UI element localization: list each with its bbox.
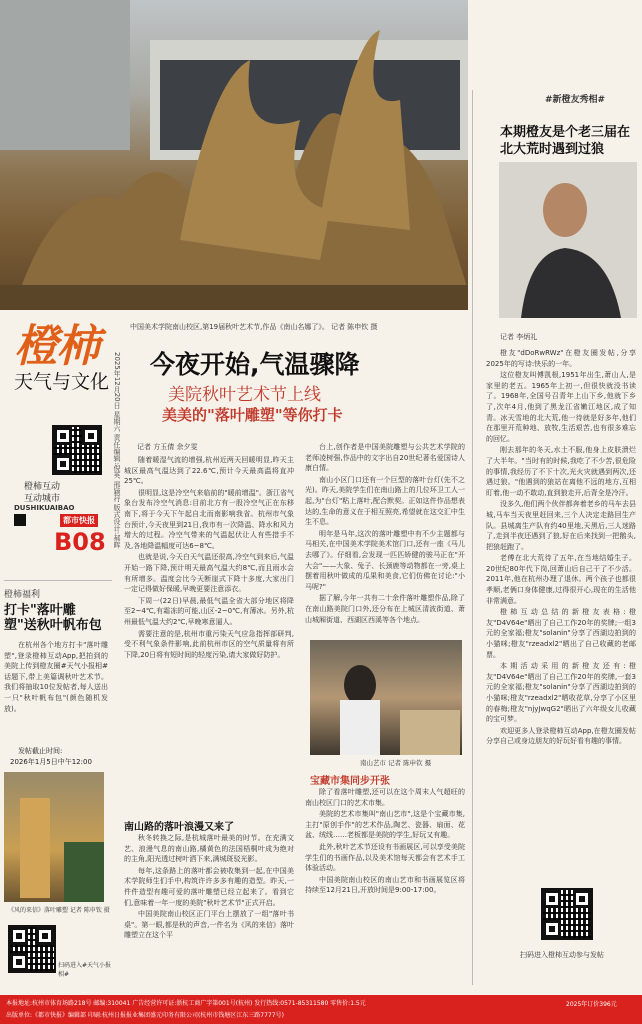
date-line: 2025年12月20日 星期六 责任编辑:倪英 邢颖荇 版式设计:郝晖 (113, 352, 121, 549)
main-photo (0, 0, 468, 310)
hashtag-tag: #新橙友秀相# (545, 95, 606, 105)
article-col1: 随着暖湿气流的增强,杭州近两天回暖明显,昨天主城区最高气温达到了22.6℃,预计今天最高温将直冲25℃。 很明显,这是冷空气来临前的"暖前增温"。浙江省气象台发布冷空气消息:目前北方有一股冷空气正在东移南下,将于今天下午起自北而南影响我省。杭州市气象台预计,今天夜里到21日,我市有一次降温、降水和风力增大的过程。冷空气带来的气温起伏让人有些措手不及,各地降温幅度可达6~8℃。 也就是说,今天白天气温还很高,冷空气到来后,气温开始一路下降,预计明天最高气温大约8℃,而且雨水会有所增多。温度会比今天断崖式下降十多度,大家出门一定记得做好保暖,早晚更要注意添衣。 下周一(22日)早晨,最低气温全省大部分地区将降至2~4℃,有霜冻的可能,山区-2~0℃,有薄冰。另外,杭州最低气温大约2℃,早晚寒意逼人。 需要注意的是,杭州市重污染天气应急指挥部研判,受不利气象条件影响,此前杭州市区的空气质量将有所下降,20日将有短时间的轻度污染,请大家做好防护。 (124, 456, 294, 659)
sidebar-deadline: 2026年1月5日中午12:00 (10, 758, 92, 766)
portrait-caption: 记者 李炳礼 (500, 333, 538, 341)
footer-price: 2025年订价396元 (566, 1001, 617, 1008)
sidebar-photo-caption: 《风的来信》落叶雕塑 记者 陈申钦 摄 (8, 907, 110, 914)
headline-title: 今夜开始,气温骤降 (150, 350, 360, 379)
sidebar-photo (4, 772, 104, 902)
right-qr-caption: 扫码进入橙柿互动参与发帖 (520, 951, 604, 959)
masthead-logo: 橙柿 (14, 321, 98, 372)
byline: 记者 方玉倩 余夕雯 (137, 443, 198, 451)
page-number: B08 (54, 528, 106, 556)
section2-body: 除了看落叶雕塑,还可以在这个周末人气超旺的南山校区门口的艺术市集。 美院的艺术市集叫"南山艺市",这是个宝藏市集,主打"原创手作"的艺术作品,陶艺、瓷器、扇面、花盆、绒线……老板都是美院的学生,好玩又有趣。 此外,秋叶艺术节还设有书画展区,可以享受美院学生们的书画作品,以及美术馆每天都会有艺术手工体验活动。 中国美院南山校区的南山艺市和书画展览区将持续至12月21日,开放时间是9:00-17:00。 (305, 788, 465, 895)
qr-side-line1: 橙柿互动 (24, 482, 61, 492)
right-title: 本期橙友是个老三届在北大荒时遇到过狼 (500, 125, 631, 157)
footer-line1: 本报地址:杭州市体育场路218号 邮编:310041 广告经营许可证:浙杭工商广字第001号(杭州) 发行热线:0571-85311580 零售价:1.5元 (6, 1000, 366, 1007)
sidebar-body: 在杭州各个地方打卡"落叶雕塑",登录橙柿互动App,把拍到的美院上传到橙友圈#天气小报相#话题下,带上美篇调秋叶艺术节。我们将抽取10位发帖者,每人送出一只"秋叶帆布包"(颜色随机发放)。 (4, 641, 108, 713)
man-portrait (499, 162, 637, 318)
portrait-photo (499, 162, 637, 318)
headline-subtitle: 美院秋叶艺术节上线 (168, 385, 321, 405)
leaf-sculpture-image (0, 0, 468, 310)
masthead-subtitle: 天气与文化 (14, 371, 110, 393)
sidebar-deadline-label: 发帖截止时间: (18, 747, 63, 755)
footer-line2: 出版单位:《都市快报》编辑部 印刷:杭州日报报业集团盛元印务有限公司(杭州市钱塘区江东三路7777号) (6, 1012, 284, 1019)
market-stall-image (310, 640, 462, 755)
section1-body: 秋冬转换之际,是杭城落叶最美的时节。在充满文艺、浪漫气息的南山路,橘黄色的法国梧桐叶成为绝对的主角,阳光透过树叶洒下来,满城斑驳光影。 每年,这条路上的落叶都会被收集到一起,在中国美术学院师生们手中,构筑许许多多有趣的造型。昨天,一件件造型有趣可爱的落叶雕塑已经立起来了。看到它们,意味着一年一度的美院"秋叶艺术节"正式开启。 中国美院南山校区正门平台上摆放了一组"落叶书桌"。第一眼,都是秋的声音,一件名为《风的来信》落叶雕塑立在这个平 (124, 834, 294, 940)
headline-subtitle2: 美美的"落叶雕塑"等你打卡 (162, 406, 343, 424)
market-photo-caption: 南山艺市 记者 陈申钦 摄 (360, 759, 432, 767)
qr-code-sidebar[interactable] (8, 925, 56, 973)
article-col2: 台上,创作者是中国美院雕塑与公共艺术学院的老师凌树强,作品中的文字出自20世纪著名爱国诗人康白情。 南山小区门口还有一个巨型的落叶台灯(先不之光)。昨天,美院学生们在南山路上的几位环卫工人一起,为"台灯"粘上落叶,配合默契。正如这件作品想表达的,生命的意义在于相互照亮,希望就在这交汇中生生不息。 明年是马年,这次的落叶雕塑中有不少主题都与马相关,在中国美术学院美术馆门口,还有一座《马儿去哪了》。仔细看,会发现一匹匹矫健的骏马正在"开大会"——大象、兔子、长颈鹿等动物都在一旁,桌上摆着用秋叶做成的瓜果和美食,它们仿佛在讨论:"小马呢?" 据了解,今年一共有二十余件落叶雕塑作品,除了在南山路美院门口外,还分布在上城区清波街道、萧山城厢街道、西湖区西溪等各个地点。 (305, 443, 465, 624)
section2-heading: 宝藏市集同步开张 (310, 776, 390, 787)
photo-caption: 中国美术学院南山校区,第19届秋叶艺术节,作品《南山名娜了》。 记者 陈申钦 摄 (130, 323, 378, 331)
qr-side-line2: 互动城市 (24, 494, 61, 504)
brand-icon (14, 514, 26, 526)
sidebar-qr-caption: 扫码进入#天气小报相# (58, 962, 112, 978)
sidebar-label: 橙柿福利 (4, 590, 41, 600)
right-body: 橙友"dDoRwRWz"在橙友圈发帖,分享2025年的写诗:快乐的一年。 这位橙友叫傅凯根,1951年出生,萧山人,是家里的老五。1965年上初一,但很快就没书读了。1968年,全国号召青年上山下乡,他就下乡了,次年4月,他到了黑龙江省嫩江地区,成了知青。冰天雪地的北大荒,他一待就是好多年,他们在那里开荒种地、放牧,生活艰苦,也有很多难忘的回忆。 刚去那年的冬天,水土不服,他身上皮肤溃烂了大半年。"当时有的时候,我吃了不少苦,很危险的事情,我经历了不下十次,光火灾就遇到两次,还遇过狼。"他遇到的狼站在离他不远的地方,互相盯着,他一动不敢动,直到狼走开,后背全是冷汗。 没多久,他们两个伙伴都奔着老乡的马车去县城,马车当天夜里赶回来,三个人决定走路回生产队。县城离生产队有约40里地,天黑后,三人迷路了,走到半夜还遇到了狼,好在后来找到一把鹅头,把狼赶跑了。 老傅在北大荒待了五年,在当地结婚生子。20世纪80年代下岗,回萧山后自己干了不少活。2011年,他在杭州办理了退休。两个孩子也都很孝顺,老俩口身体健康,过得很开心,现在的生活他非常满意。 橙柿互动总结的新橙友表格:橙友"D4V64e"晒出了自己工作20年的奖牌;一组3元的全家福;橙友"solanin"分享了西湖边拍到的小猫咪;橙友"rzeadxl2"晒出了自己收藏的老邮票。 本期活动采用的新橙友还有:橙友"D4V64e"晒出了自己工作20年的奖牌,一套3元的全家福;橙友"solanin"分享了西湖边拍到的小猫咪;橙友"rzeadxl2"晒收花草,分享了小区里的春梅;橙友"njyJwqG2"晒出了六年级女儿收藏的宝可梦。 欢迎更多人登录橙柿互动App,在橙友圈发帖分享自己或身边朋友的好玩好看有趣的事情。 (486, 349, 636, 746)
sidebar-title: 打卡"落叶雕塑"送秋叶帆布包 (4, 603, 102, 633)
qr-code-side[interactable] (52, 425, 102, 475)
market-photo (310, 640, 462, 755)
section1-heading: 南山路的落叶浪漫又来了 (124, 822, 234, 833)
leaf-letter-sculpture (4, 772, 104, 902)
brand-pinyin: DUSHIKUAIBAO (14, 504, 75, 512)
qr-code-right[interactable] (541, 888, 593, 940)
brand-name: 都市快报 (60, 514, 98, 527)
